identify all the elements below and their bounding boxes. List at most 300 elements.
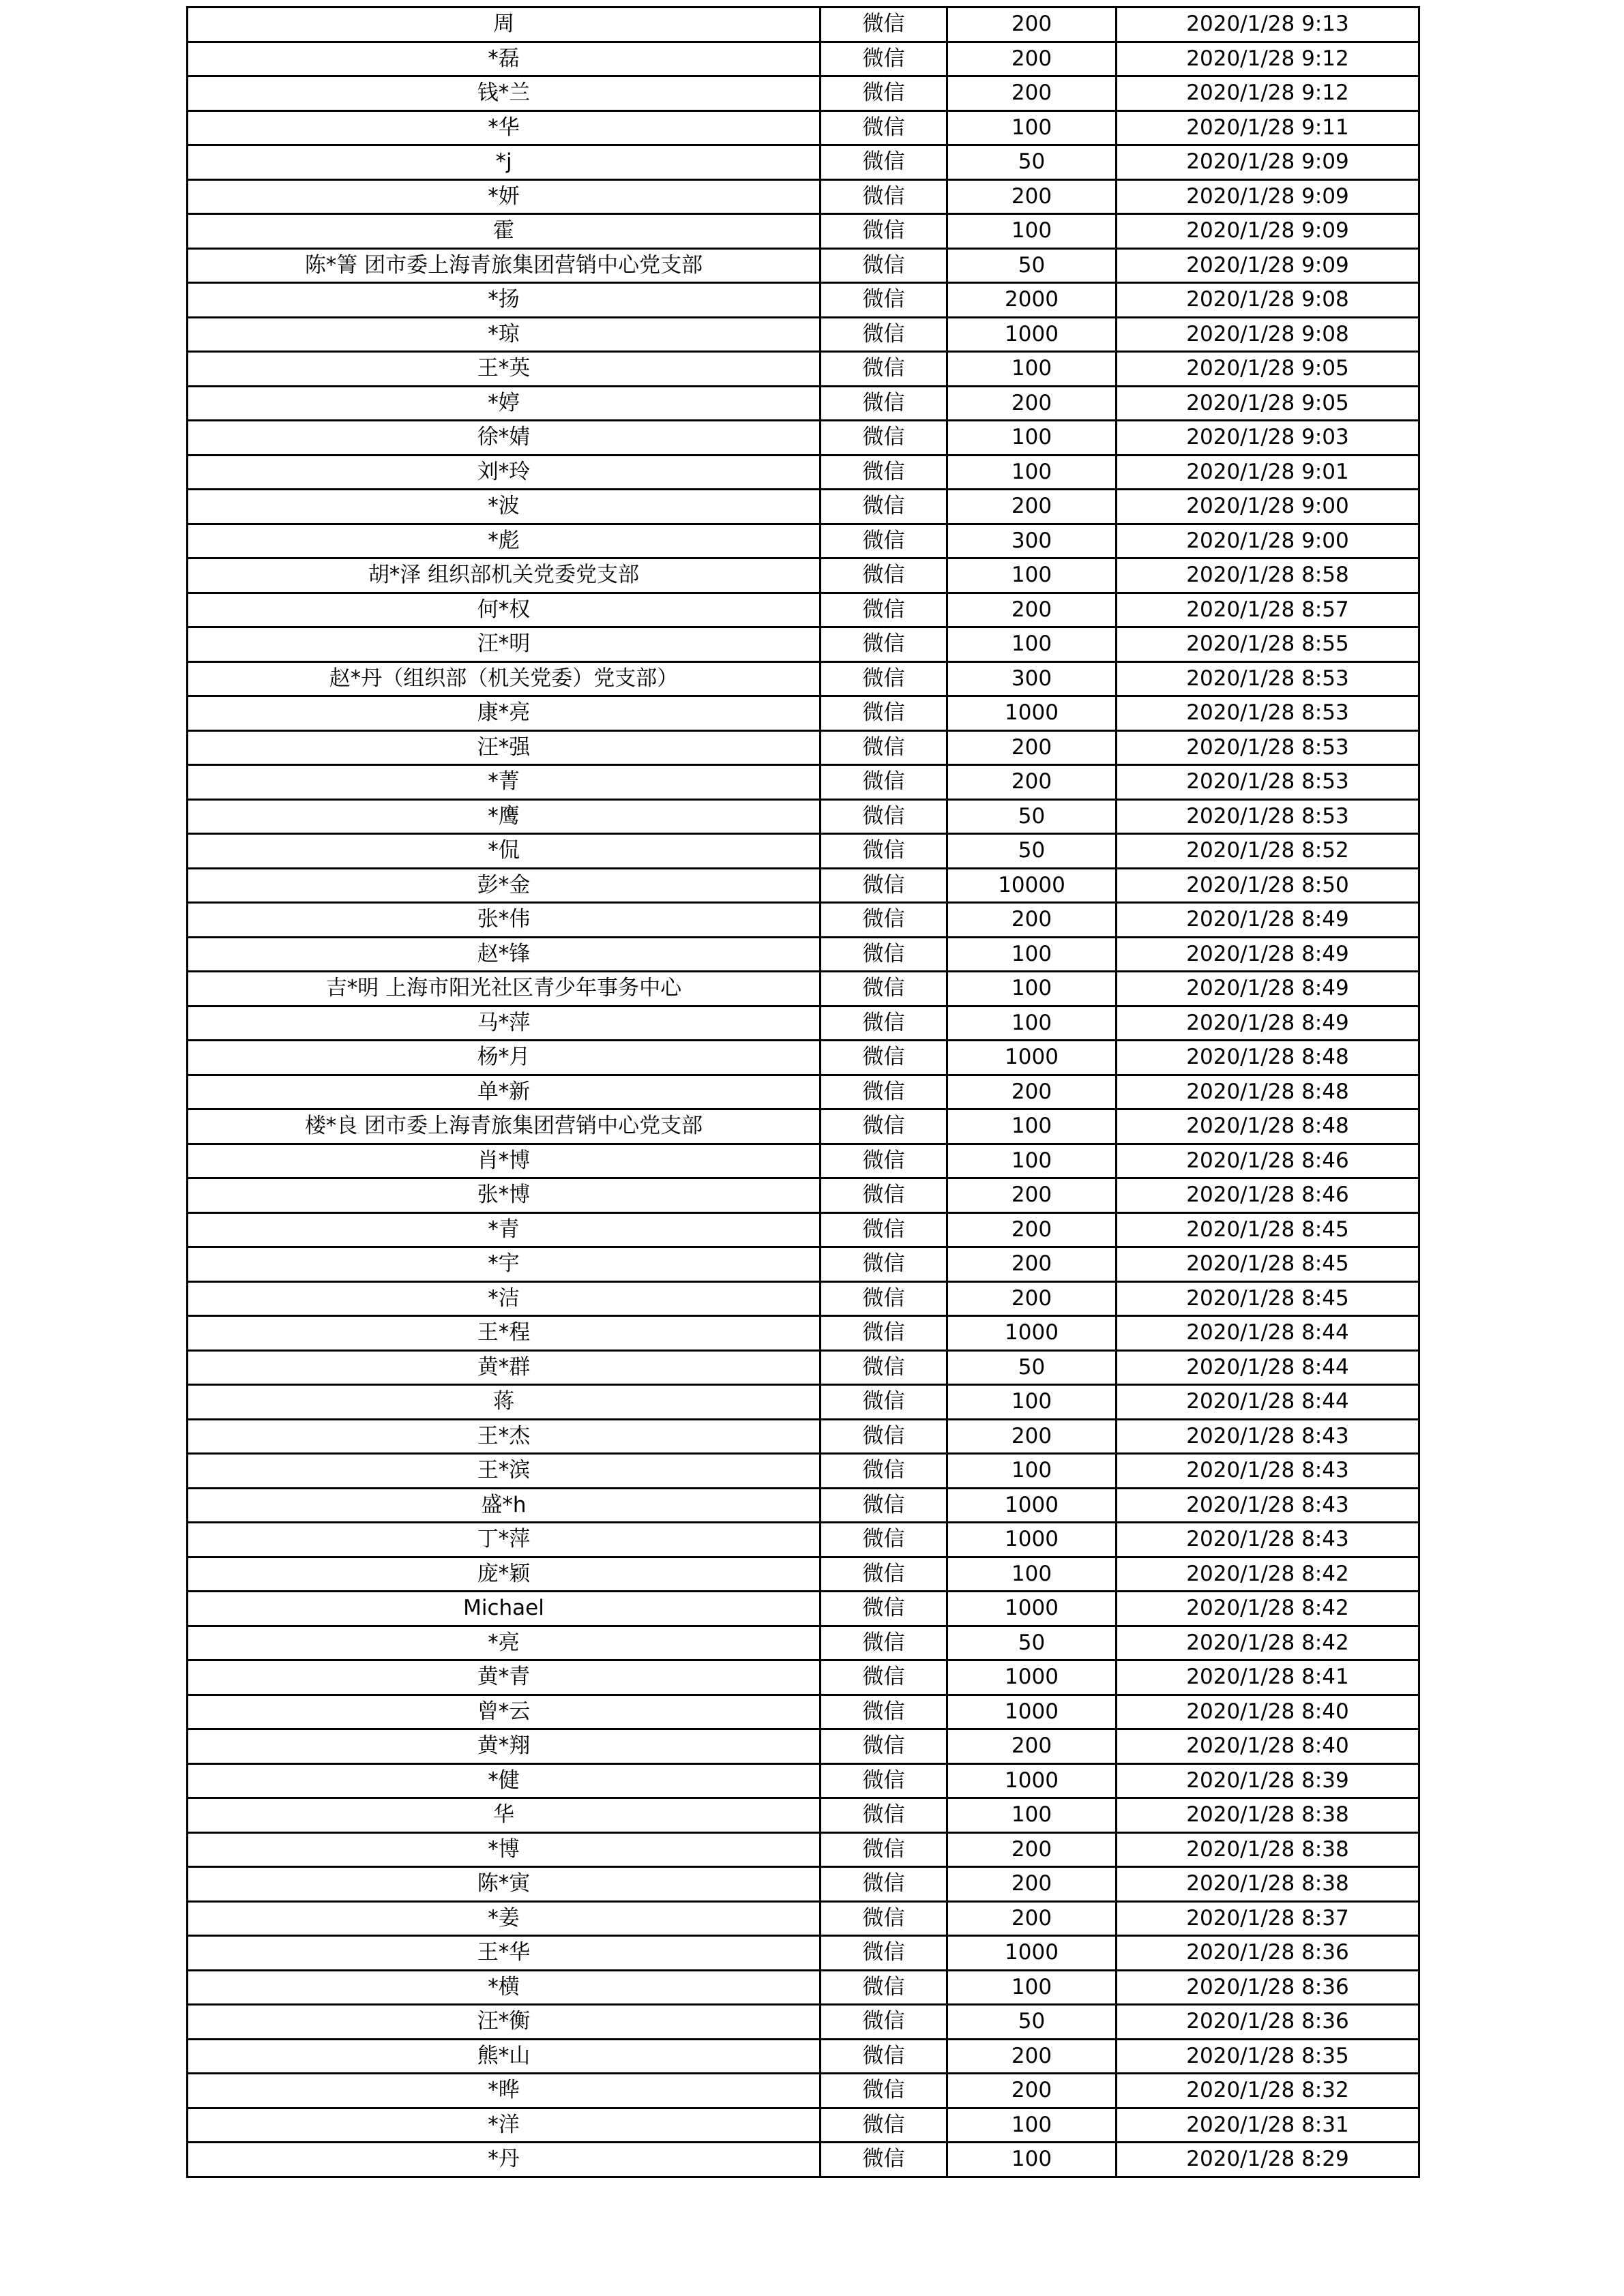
donor-name-cell: *洋 — [188, 2108, 821, 2143]
donor-name-cell: *横 — [188, 1970, 821, 2005]
amount-cell: 1000 — [947, 696, 1117, 731]
amount-cell: 200 — [947, 1832, 1117, 1867]
timestamp-cell: 2020/1/28 8:45 — [1117, 1247, 1419, 1282]
donor-name-cell: 王*杰 — [188, 1419, 821, 1454]
payment-method-cell: 微信 — [821, 214, 947, 249]
amount-cell: 1000 — [947, 1316, 1117, 1351]
amount-cell: 200 — [947, 1178, 1117, 1213]
timestamp-cell: 2020/1/28 8:36 — [1117, 2005, 1419, 2040]
amount-cell: 200 — [947, 765, 1117, 800]
amount-cell: 200 — [947, 1075, 1117, 1109]
timestamp-cell: 2020/1/28 8:31 — [1117, 2108, 1419, 2143]
donor-name-cell: 曾*云 — [188, 1695, 821, 1729]
amount-cell: 100 — [947, 455, 1117, 490]
timestamp-cell: 2020/1/28 9:13 — [1117, 8, 1419, 42]
donor-name-cell: 彭*金 — [188, 868, 821, 903]
donor-name-cell: 周 — [188, 8, 821, 42]
table-row — [188, 1867, 1419, 1902]
amount-cell: 200 — [947, 386, 1117, 421]
amount-cell: 200 — [947, 1867, 1117, 1902]
timestamp-cell: 2020/1/28 9:09 — [1117, 179, 1419, 214]
amount-cell: 200 — [947, 1212, 1117, 1247]
donor-name-cell: *扬 — [188, 283, 821, 318]
amount-cell: 300 — [947, 524, 1117, 558]
payment-method-cell: 微信 — [821, 2143, 947, 2177]
donor-name-cell: 王*英 — [188, 352, 821, 387]
timestamp-cell: 2020/1/28 8:57 — [1117, 593, 1419, 627]
payment-method-cell: 微信 — [821, 834, 947, 869]
payment-method-cell: 微信 — [821, 42, 947, 76]
payment-method-cell: 微信 — [821, 1316, 947, 1351]
timestamp-cell: 2020/1/28 8:46 — [1117, 1178, 1419, 1213]
amount-cell: 100 — [947, 1970, 1117, 2005]
amount-cell: 100 — [947, 1385, 1117, 1420]
donor-name-cell: 杨*月 — [188, 1041, 821, 1075]
donor-name-cell: 黄*翔 — [188, 1729, 821, 1764]
amount-cell: 200 — [947, 730, 1117, 765]
amount-cell: 200 — [947, 490, 1117, 524]
table-row — [188, 937, 1419, 972]
table-row — [188, 145, 1419, 180]
amount-cell: 50 — [947, 248, 1117, 283]
amount-cell: 1000 — [947, 1592, 1117, 1626]
payment-method-cell: 微信 — [821, 1763, 947, 1798]
donor-name-cell: *琼 — [188, 317, 821, 352]
timestamp-cell: 2020/1/28 9:05 — [1117, 386, 1419, 421]
amount-cell: 1000 — [947, 1695, 1117, 1729]
timestamp-cell: 2020/1/28 9:12 — [1117, 42, 1419, 76]
donor-name-cell: 汪*强 — [188, 730, 821, 765]
table-row — [188, 627, 1419, 662]
donor-name-cell: 蒋 — [188, 1385, 821, 1420]
amount-cell: 200 — [947, 1247, 1117, 1282]
amount-cell: 200 — [947, 903, 1117, 938]
donor-name-cell: Michael — [188, 1592, 821, 1626]
donor-name-cell: 王*滨 — [188, 1454, 821, 1489]
payment-method-cell: 微信 — [821, 1075, 947, 1109]
donor-name-cell: 马*萍 — [188, 1006, 821, 1041]
table-row — [188, 2005, 1419, 2040]
donor-name-cell: 王*程 — [188, 1316, 821, 1351]
payment-method-cell: 微信 — [821, 1419, 947, 1454]
table-row — [188, 1970, 1419, 2005]
amount-cell: 200 — [947, 593, 1117, 627]
table-row — [188, 2074, 1419, 2108]
table-row — [188, 868, 1419, 903]
timestamp-cell: 2020/1/28 9:01 — [1117, 455, 1419, 490]
payment-method-cell: 微信 — [821, 1936, 947, 1971]
timestamp-cell: 2020/1/28 8:41 — [1117, 1660, 1419, 1695]
timestamp-cell: 2020/1/28 8:32 — [1117, 2074, 1419, 2108]
table-row — [188, 1832, 1419, 1867]
amount-cell: 1000 — [947, 1763, 1117, 1798]
table-row — [188, 110, 1419, 145]
amount-cell: 50 — [947, 799, 1117, 834]
timestamp-cell: 2020/1/28 8:43 — [1117, 1488, 1419, 1523]
payment-method-cell: 微信 — [821, 799, 947, 834]
donor-name-cell: 霍 — [188, 214, 821, 249]
donor-name-cell: *晔 — [188, 2074, 821, 2108]
payment-method-cell: 微信 — [821, 627, 947, 662]
donor-name-cell: 胡*泽 组织部机关党委党支部 — [188, 558, 821, 593]
timestamp-cell: 2020/1/28 9:00 — [1117, 490, 1419, 524]
donor-name-cell: *j — [188, 145, 821, 180]
amount-cell: 200 — [947, 1901, 1117, 1936]
payment-method-cell: 微信 — [821, 972, 947, 1007]
timestamp-cell: 2020/1/28 8:39 — [1117, 1763, 1419, 1798]
timestamp-cell: 2020/1/28 8:49 — [1117, 972, 1419, 1007]
payment-method-cell: 微信 — [821, 1454, 947, 1489]
timestamp-cell: 2020/1/28 9:08 — [1117, 317, 1419, 352]
payment-method-cell: 微信 — [821, 2074, 947, 2108]
donor-name-cell: *华 — [188, 110, 821, 145]
donor-name-cell: *青 — [188, 1212, 821, 1247]
timestamp-cell: 2020/1/28 8:42 — [1117, 1626, 1419, 1660]
timestamp-cell: 2020/1/28 9:05 — [1117, 352, 1419, 387]
table-row — [188, 42, 1419, 76]
table-row — [188, 317, 1419, 352]
amount-cell: 100 — [947, 1557, 1117, 1592]
payment-method-cell: 微信 — [821, 1695, 947, 1729]
amount-cell: 50 — [947, 2005, 1117, 2040]
table-row — [188, 1729, 1419, 1764]
donor-name-cell: 陈*寅 — [188, 1867, 821, 1902]
payment-method-cell: 微信 — [821, 421, 947, 456]
payment-method-cell: 微信 — [821, 696, 947, 731]
amount-cell: 200 — [947, 2039, 1117, 2074]
amount-cell: 200 — [947, 1281, 1117, 1316]
donor-name-cell: *妍 — [188, 179, 821, 214]
payment-method-cell: 微信 — [821, 937, 947, 972]
table-row — [188, 455, 1419, 490]
timestamp-cell: 2020/1/28 8:42 — [1117, 1557, 1419, 1592]
donor-name-cell: 吉*明 上海市阳光社区青少年事务中心 — [188, 972, 821, 1007]
timestamp-cell: 2020/1/28 8:40 — [1117, 1695, 1419, 1729]
payment-method-cell: 微信 — [821, 1144, 947, 1178]
payment-method-cell: 微信 — [821, 1178, 947, 1213]
donor-name-cell: *侃 — [188, 834, 821, 869]
table-row — [188, 765, 1419, 800]
timestamp-cell: 2020/1/28 8:53 — [1117, 799, 1419, 834]
payment-method-cell: 微信 — [821, 558, 947, 593]
payment-method-cell: 微信 — [821, 1798, 947, 1833]
payment-method-cell: 微信 — [821, 1109, 947, 1144]
table-row — [188, 661, 1419, 696]
amount-cell: 200 — [947, 2074, 1117, 2108]
amount-cell: 100 — [947, 214, 1117, 249]
timestamp-cell: 2020/1/28 8:58 — [1117, 558, 1419, 593]
payment-method-cell: 微信 — [821, 2039, 947, 2074]
donor-name-cell: *宇 — [188, 1247, 821, 1282]
table-row — [188, 8, 1419, 42]
donor-name-cell: 盛*h — [188, 1488, 821, 1523]
payment-method-cell: 微信 — [821, 1832, 947, 1867]
payment-method-cell: 微信 — [821, 455, 947, 490]
donor-name-cell: 张*博 — [188, 1178, 821, 1213]
timestamp-cell: 2020/1/28 9:12 — [1117, 76, 1419, 111]
payment-method-cell: 微信 — [821, 8, 947, 42]
donor-name-cell: 黄*青 — [188, 1660, 821, 1695]
timestamp-cell: 2020/1/28 9:08 — [1117, 283, 1419, 318]
payment-method-cell: 微信 — [821, 1488, 947, 1523]
donation-table — [186, 6, 1420, 2178]
amount-cell: 200 — [947, 179, 1117, 214]
amount-cell: 2000 — [947, 283, 1117, 318]
table-row — [188, 1936, 1419, 1971]
table-row — [188, 1763, 1419, 1798]
donor-name-cell: 赵*锋 — [188, 937, 821, 972]
donor-name-cell: *丹 — [188, 2143, 821, 2177]
table-row — [188, 730, 1419, 765]
donor-name-cell: *婷 — [188, 386, 821, 421]
donor-name-cell: 何*权 — [188, 593, 821, 627]
donor-name-cell: *姜 — [188, 1901, 821, 1936]
table-row — [188, 1247, 1419, 1282]
timestamp-cell: 2020/1/28 8:38 — [1117, 1798, 1419, 1833]
payment-method-cell: 微信 — [821, 593, 947, 627]
donor-name-cell: *洁 — [188, 1281, 821, 1316]
donor-name-cell: 赵*丹（组织部（机关党委）党支部） — [188, 661, 821, 696]
payment-method-cell: 微信 — [821, 1006, 947, 1041]
amount-cell: 100 — [947, 1144, 1117, 1178]
table-row — [188, 1350, 1419, 1385]
payment-method-cell: 微信 — [821, 317, 947, 352]
table-row — [188, 1695, 1419, 1729]
payment-method-cell: 微信 — [821, 145, 947, 180]
timestamp-cell: 2020/1/28 9:09 — [1117, 214, 1419, 249]
payment-method-cell: 微信 — [821, 765, 947, 800]
amount-cell: 50 — [947, 145, 1117, 180]
timestamp-cell: 2020/1/28 9:09 — [1117, 248, 1419, 283]
timestamp-cell: 2020/1/28 8:37 — [1117, 1901, 1419, 1936]
timestamp-cell: 2020/1/28 8:44 — [1117, 1350, 1419, 1385]
amount-cell: 100 — [947, 352, 1117, 387]
timestamp-cell: 2020/1/28 8:53 — [1117, 661, 1419, 696]
amount-cell: 50 — [947, 1626, 1117, 1660]
table-row — [188, 76, 1419, 111]
table-row — [188, 799, 1419, 834]
donor-name-cell: *鹰 — [188, 799, 821, 834]
amount-cell: 100 — [947, 2143, 1117, 2177]
table-row — [188, 1109, 1419, 1144]
timestamp-cell: 2020/1/28 8:49 — [1117, 1006, 1419, 1041]
table-row — [188, 1901, 1419, 1936]
table-row — [188, 1385, 1419, 1420]
amount-cell: 200 — [947, 42, 1117, 76]
table-row — [188, 1041, 1419, 1075]
amount-cell: 100 — [947, 1109, 1117, 1144]
timestamp-cell: 2020/1/28 9:09 — [1117, 145, 1419, 180]
table-row — [188, 1523, 1419, 1557]
amount-cell: 200 — [947, 1729, 1117, 1764]
table-row — [188, 1281, 1419, 1316]
payment-method-cell: 微信 — [821, 1660, 947, 1695]
payment-method-cell: 微信 — [821, 283, 947, 318]
donor-name-cell: 单*新 — [188, 1075, 821, 1109]
timestamp-cell: 2020/1/28 8:29 — [1117, 2143, 1419, 2177]
donor-name-cell: 钱*兰 — [188, 76, 821, 111]
payment-method-cell: 微信 — [821, 730, 947, 765]
amount-cell: 100 — [947, 558, 1117, 593]
timestamp-cell: 2020/1/28 8:44 — [1117, 1385, 1419, 1420]
payment-method-cell: 微信 — [821, 524, 947, 558]
timestamp-cell: 2020/1/28 8:36 — [1117, 1936, 1419, 1971]
payment-method-cell: 微信 — [821, 76, 947, 111]
donor-name-cell: 康*亮 — [188, 696, 821, 731]
payment-method-cell: 微信 — [821, 1247, 947, 1282]
payment-method-cell: 微信 — [821, 179, 947, 214]
donor-name-cell: 王*华 — [188, 1936, 821, 1971]
payment-method-cell: 微信 — [821, 1281, 947, 1316]
timestamp-cell: 2020/1/28 8:55 — [1117, 627, 1419, 662]
payment-method-cell: 微信 — [821, 1557, 947, 1592]
payment-method-cell: 微信 — [821, 352, 947, 387]
amount-cell: 50 — [947, 1350, 1117, 1385]
timestamp-cell: 2020/1/28 8:45 — [1117, 1281, 1419, 1316]
timestamp-cell: 2020/1/28 9:11 — [1117, 110, 1419, 145]
amount-cell: 1000 — [947, 1523, 1117, 1557]
table-row — [188, 1006, 1419, 1041]
payment-method-cell: 微信 — [821, 1867, 947, 1902]
table-row — [188, 421, 1419, 456]
amount-cell: 100 — [947, 2108, 1117, 2143]
timestamp-cell: 2020/1/28 8:48 — [1117, 1109, 1419, 1144]
payment-method-cell: 微信 — [821, 1350, 947, 1385]
amount-cell: 1000 — [947, 317, 1117, 352]
timestamp-cell: 2020/1/28 8:40 — [1117, 1729, 1419, 1764]
timestamp-cell: 2020/1/28 8:48 — [1117, 1041, 1419, 1075]
payment-method-cell: 微信 — [821, 661, 947, 696]
amount-cell: 100 — [947, 110, 1117, 145]
donor-name-cell: *菁 — [188, 765, 821, 800]
timestamp-cell: 2020/1/28 8:43 — [1117, 1419, 1419, 1454]
payment-method-cell: 微信 — [821, 1592, 947, 1626]
table-row — [188, 179, 1419, 214]
amount-cell: 200 — [947, 8, 1117, 42]
table-row — [188, 696, 1419, 731]
payment-method-cell: 微信 — [821, 490, 947, 524]
amount-cell: 100 — [947, 1006, 1117, 1041]
payment-method-cell: 微信 — [821, 1970, 947, 2005]
table-row — [188, 1557, 1419, 1592]
payment-method-cell: 微信 — [821, 1729, 947, 1764]
timestamp-cell: 2020/1/28 8:44 — [1117, 1316, 1419, 1351]
payment-method-cell: 微信 — [821, 2108, 947, 2143]
table-row — [188, 1419, 1419, 1454]
table-row — [188, 1075, 1419, 1109]
timestamp-cell: 2020/1/28 8:49 — [1117, 937, 1419, 972]
timestamp-cell: 2020/1/28 8:42 — [1117, 1592, 1419, 1626]
payment-method-cell: 微信 — [821, 1212, 947, 1247]
table-row — [188, 1144, 1419, 1178]
table-row — [188, 352, 1419, 387]
donor-name-cell: 丁*萍 — [188, 1523, 821, 1557]
table-row — [188, 558, 1419, 593]
table-row — [188, 1316, 1419, 1351]
table-row — [188, 1454, 1419, 1489]
amount-cell: 200 — [947, 76, 1117, 111]
donor-name-cell: *波 — [188, 490, 821, 524]
donor-name-cell: *博 — [188, 1832, 821, 1867]
payment-method-cell: 微信 — [821, 1901, 947, 1936]
payment-method-cell: 微信 — [821, 868, 947, 903]
donor-name-cell: *磊 — [188, 42, 821, 76]
table-row — [188, 1626, 1419, 1660]
donor-name-cell: 刘*玲 — [188, 455, 821, 490]
timestamp-cell: 2020/1/28 8:48 — [1117, 1075, 1419, 1109]
timestamp-cell: 2020/1/28 8:45 — [1117, 1212, 1419, 1247]
amount-cell: 300 — [947, 661, 1117, 696]
payment-method-cell: 微信 — [821, 2005, 947, 2040]
amount-cell: 100 — [947, 1454, 1117, 1489]
donor-name-cell: 张*伟 — [188, 903, 821, 938]
timestamp-cell: 2020/1/28 9:00 — [1117, 524, 1419, 558]
donor-name-cell: 汪*衡 — [188, 2005, 821, 2040]
timestamp-cell: 2020/1/28 8:52 — [1117, 834, 1419, 869]
amount-cell: 100 — [947, 972, 1117, 1007]
table-row — [188, 1592, 1419, 1626]
timestamp-cell: 2020/1/28 8:46 — [1117, 1144, 1419, 1178]
timestamp-cell: 2020/1/28 8:38 — [1117, 1867, 1419, 1902]
amount-cell: 50 — [947, 834, 1117, 869]
table-row — [188, 1798, 1419, 1833]
amount-cell: 1000 — [947, 1936, 1117, 1971]
donor-name-cell: 黄*群 — [188, 1350, 821, 1385]
table-row — [188, 1488, 1419, 1523]
amount-cell: 100 — [947, 1798, 1117, 1833]
timestamp-cell: 2020/1/28 9:03 — [1117, 421, 1419, 456]
timestamp-cell: 2020/1/28 8:43 — [1117, 1523, 1419, 1557]
timestamp-cell: 2020/1/28 8:38 — [1117, 1832, 1419, 1867]
donor-name-cell: *健 — [188, 1763, 821, 1798]
timestamp-cell: 2020/1/28 8:53 — [1117, 730, 1419, 765]
donor-name-cell: 陈*箐 团市委上海青旅集团营销中心党支部 — [188, 248, 821, 283]
table-row — [188, 524, 1419, 558]
table-row — [188, 248, 1419, 283]
donor-name-cell: 徐*婧 — [188, 421, 821, 456]
donor-name-cell: *彪 — [188, 524, 821, 558]
timestamp-cell: 2020/1/28 8:53 — [1117, 765, 1419, 800]
table-row — [188, 2108, 1419, 2143]
table-row — [188, 972, 1419, 1007]
table-row — [188, 214, 1419, 249]
amount-cell: 10000 — [947, 868, 1117, 903]
payment-method-cell: 微信 — [821, 386, 947, 421]
timestamp-cell: 2020/1/28 8:49 — [1117, 903, 1419, 938]
payment-method-cell: 微信 — [821, 1523, 947, 1557]
table-row — [188, 903, 1419, 938]
donor-name-cell: *亮 — [188, 1626, 821, 1660]
table-row — [188, 2143, 1419, 2177]
donor-name-cell: 华 — [188, 1798, 821, 1833]
timestamp-cell: 2020/1/28 8:36 — [1117, 1970, 1419, 2005]
amount-cell: 100 — [947, 937, 1117, 972]
timestamp-cell: 2020/1/28 8:50 — [1117, 868, 1419, 903]
table-row — [188, 1212, 1419, 1247]
table-row — [188, 593, 1419, 627]
donation-table-body — [188, 8, 1419, 2177]
table-row — [188, 1660, 1419, 1695]
timestamp-cell: 2020/1/28 8:53 — [1117, 696, 1419, 731]
amount-cell: 200 — [947, 1419, 1117, 1454]
payment-method-cell: 微信 — [821, 248, 947, 283]
table-row — [188, 490, 1419, 524]
payment-method-cell: 微信 — [821, 1385, 947, 1420]
amount-cell: 1000 — [947, 1041, 1117, 1075]
donor-name-cell: 汪*明 — [188, 627, 821, 662]
donor-name-cell: 肖*博 — [188, 1144, 821, 1178]
amount-cell: 100 — [947, 421, 1117, 456]
